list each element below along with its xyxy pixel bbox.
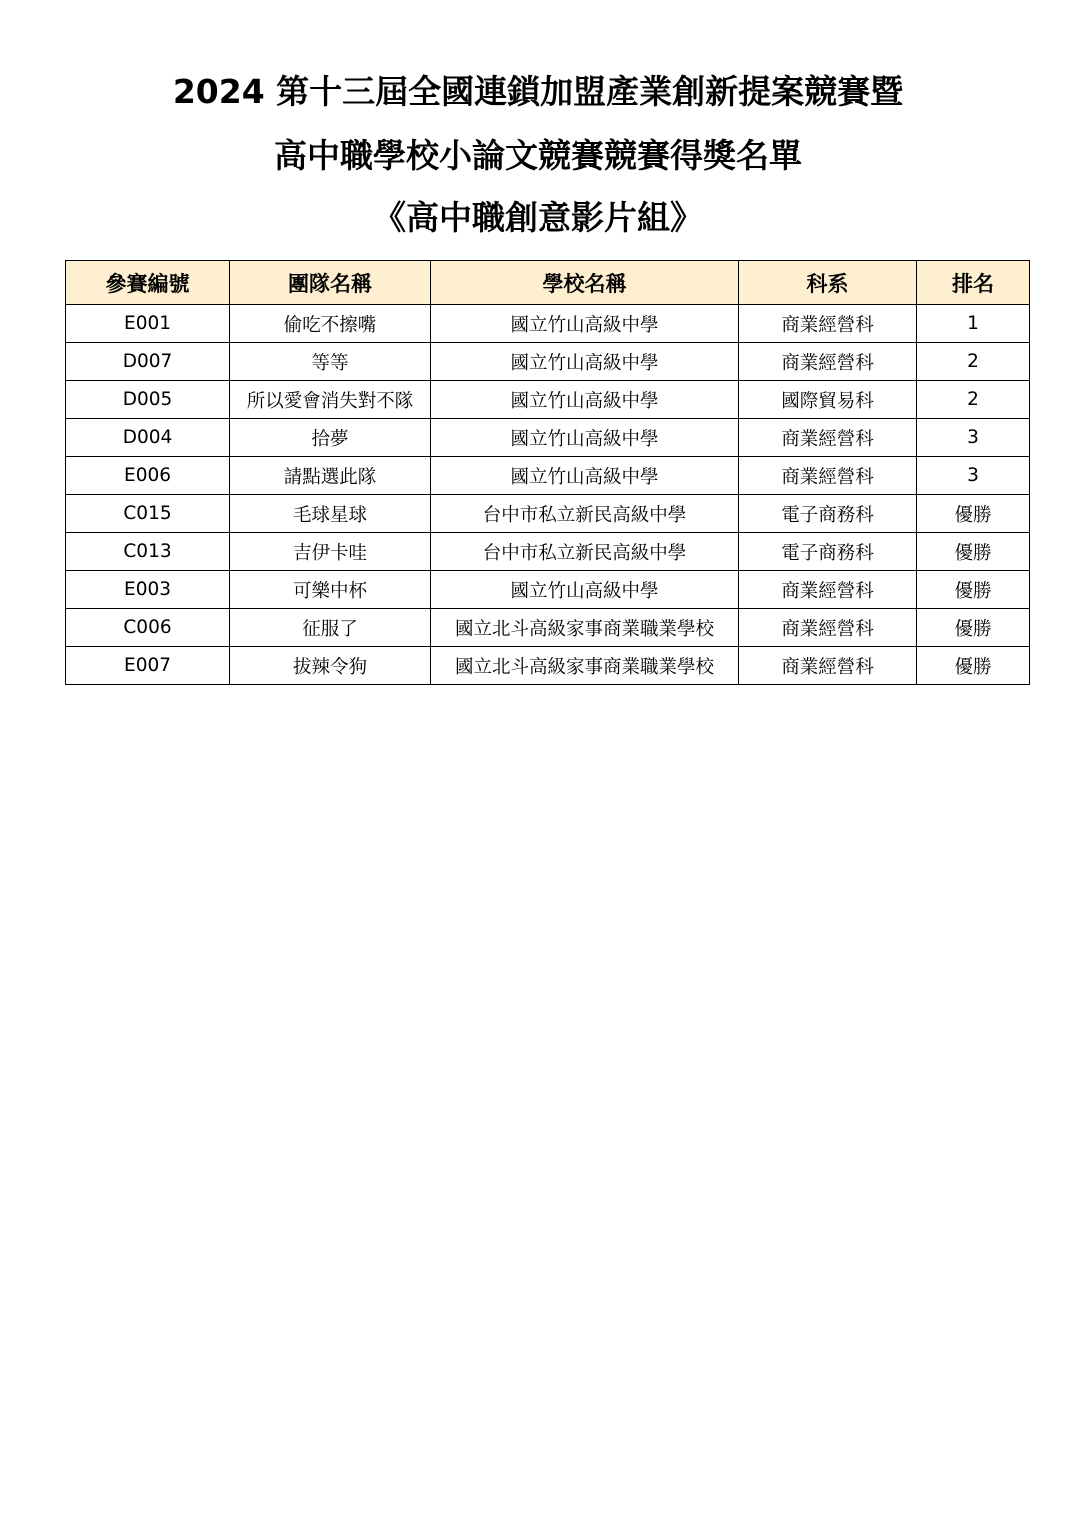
- cell-entry-id: C006: [66, 609, 230, 647]
- table-row: [66, 419, 1030, 457]
- cell-rank: 3: [917, 419, 1030, 457]
- cell-team-name: 偷吃不擦嘴: [230, 305, 431, 343]
- cell-department: 商業經營科: [739, 305, 917, 343]
- cell-team-name: 拔辣令狗: [230, 647, 431, 685]
- cell-department: 商業經營科: [739, 419, 917, 457]
- cell-rank: 優勝: [917, 647, 1030, 685]
- header-rank: 排名: [917, 261, 1030, 305]
- table-row: [66, 609, 1030, 647]
- cell-school-name: 台中市私立新民高級中學: [431, 533, 739, 571]
- header-team-name: 團隊名稱: [230, 261, 431, 305]
- cell-entry-id: E001: [66, 305, 230, 343]
- cell-entry-id: D007: [66, 343, 230, 381]
- cell-department: 國際貿易科: [739, 381, 917, 419]
- cell-entry-id: D004: [66, 419, 230, 457]
- cell-entry-id: C013: [66, 533, 230, 571]
- table-row: [66, 381, 1030, 419]
- cell-rank: 優勝: [917, 495, 1030, 533]
- cell-rank: 3: [917, 457, 1030, 495]
- cell-entry-id: E006: [66, 457, 230, 495]
- table-row: [66, 343, 1030, 381]
- cell-department: 商業經營科: [739, 457, 917, 495]
- cell-rank: 1: [917, 305, 1030, 343]
- table-row: [66, 457, 1030, 495]
- cell-team-name: 拾夢: [230, 419, 431, 457]
- cell-rank: 優勝: [917, 533, 1030, 571]
- table-row: [66, 533, 1030, 571]
- cell-department: 商業經營科: [739, 647, 917, 685]
- header-department: 科系: [739, 261, 917, 305]
- cell-entry-id: E003: [66, 571, 230, 609]
- title-line-1: 2024 第十三屆全國連鎖加盟產業創新提案競賽暨: [172, 72, 904, 111]
- cell-team-name: 毛球星球: [230, 495, 431, 533]
- table-header-row: [66, 261, 1030, 305]
- cell-school-name: 國立北斗高級家事商業職業學校: [431, 609, 739, 647]
- table-row: [66, 647, 1030, 685]
- header-school-name: 學校名稱: [431, 261, 739, 305]
- table-row: [66, 305, 1030, 343]
- cell-rank: 優勝: [917, 571, 1030, 609]
- cell-entry-id: E007: [66, 647, 230, 685]
- cell-rank: 2: [917, 343, 1030, 381]
- award-table: [65, 260, 1030, 685]
- cell-school-name: 國立竹山高級中學: [431, 457, 739, 495]
- table-row: [66, 571, 1030, 609]
- cell-department: 商業經營科: [739, 609, 917, 647]
- header-entry-id: 參賽編號: [66, 261, 230, 305]
- cell-school-name: 國立竹山高級中學: [431, 305, 739, 343]
- cell-school-name: 台中市私立新民高級中學: [431, 495, 739, 533]
- cell-team-name: 所以愛會消失對不隊: [230, 381, 431, 419]
- table-body: [66, 305, 1030, 685]
- cell-school-name: 國立竹山高級中學: [431, 381, 739, 419]
- title-line-3: 《高中職創意影片組》: [373, 198, 703, 237]
- cell-team-name: 等等: [230, 343, 431, 381]
- cell-department: 電子商務科: [739, 495, 917, 533]
- cell-team-name: 請點選此隊: [230, 457, 431, 495]
- cell-department: 電子商務科: [739, 533, 917, 571]
- cell-school-name: 國立北斗高級家事商業職業學校: [431, 647, 739, 685]
- cell-entry-id: C015: [66, 495, 230, 533]
- cell-school-name: 國立竹山高級中學: [431, 419, 739, 457]
- document-title-block: [0, 74, 1076, 236]
- cell-department: 商業經營科: [739, 343, 917, 381]
- cell-rank: 2: [917, 381, 1030, 419]
- cell-team-name: 可樂中杯: [230, 571, 431, 609]
- table-row: [66, 495, 1030, 533]
- cell-school-name: 國立竹山高級中學: [431, 571, 739, 609]
- cell-rank: 優勝: [917, 609, 1030, 647]
- cell-department: 商業經營科: [739, 571, 917, 609]
- cell-team-name: 征服了: [230, 609, 431, 647]
- title-line-2: 高中職學校小論文競賽競賽得獎名單: [274, 136, 802, 175]
- cell-team-name: 吉伊卡哇: [230, 533, 431, 571]
- cell-school-name: 國立竹山高級中學: [431, 343, 739, 381]
- cell-entry-id: D005: [66, 381, 230, 419]
